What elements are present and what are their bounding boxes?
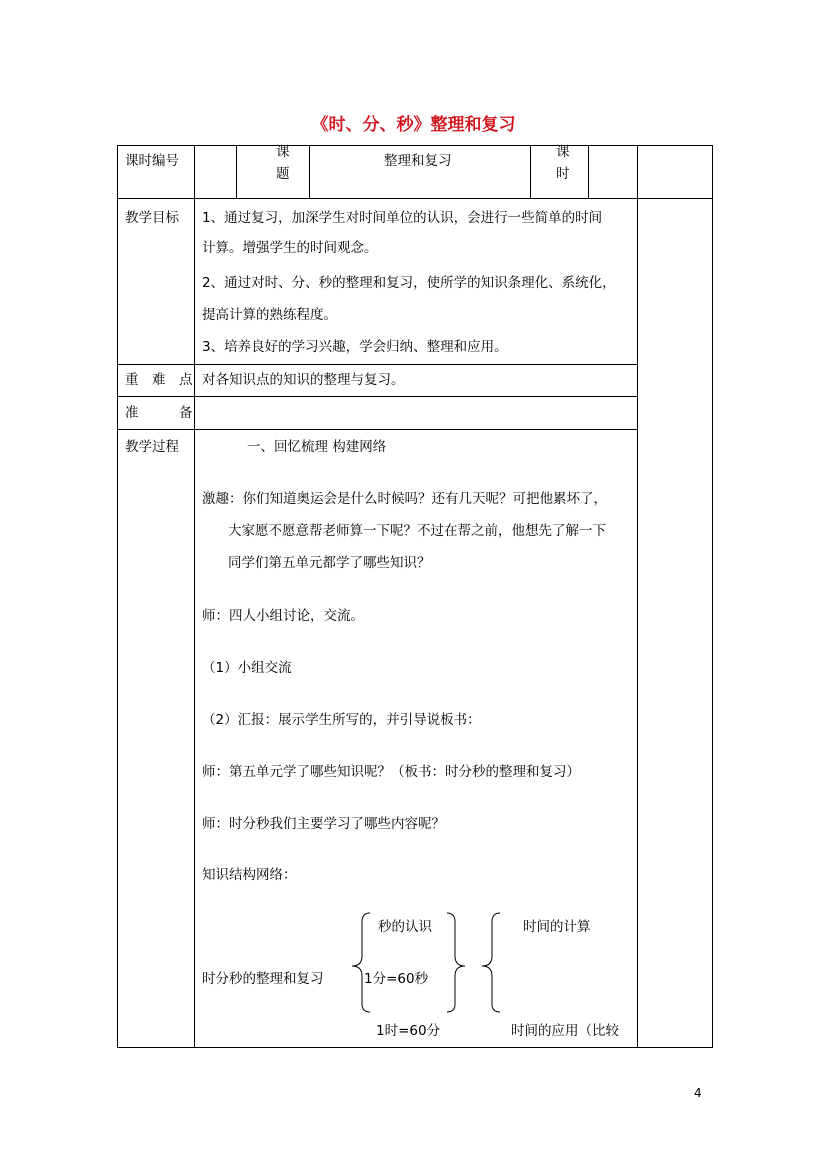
- prep-label: 准 备: [125, 405, 193, 421]
- intro-line: 大家愿不愿意帮老师算一下呢？不过在帮之前，他想先了解一下: [228, 523, 606, 539]
- difficulty-label: 重 难 点: [125, 372, 193, 388]
- process-heading: 一、回忆梳理 构建网络: [247, 439, 387, 455]
- goal-line: 提高计算的熟练程度。: [202, 307, 337, 323]
- goal-line: 1、通过复习，加深学生对时间单位的认识，会进行一些简单的时间: [202, 210, 603, 226]
- intro-line: 激趣：你们知道奥运会是什么时候吗？还有几天呢？可把他累坏了，: [202, 491, 607, 507]
- network-item: 1时=60分: [376, 1023, 441, 1039]
- page-number: 4: [694, 1086, 702, 1100]
- network-item: 时间的计算: [523, 919, 591, 935]
- document-title: 《时、分、秒》整理和复习: [311, 115, 516, 135]
- goal-line: 计算。增强学生的时间观念。: [202, 240, 378, 256]
- teacher-line: 师：第五单元学了哪些知识呢？（板书：时分秒的整理和复习）: [202, 764, 580, 780]
- teacher-line: 师：时分秒我们主要学习了哪些内容呢？: [202, 816, 445, 832]
- step-line: （2）汇报：展示学生所写的，并引导说板书：: [202, 712, 481, 728]
- difficulty-value: 对各知识点的知识的整理与复习。: [202, 372, 405, 388]
- network-braces: [340, 908, 505, 1016]
- intro-line: 同学们第五单元都学了哪些知识？: [228, 555, 431, 571]
- period-label-bottom: 时: [556, 166, 570, 182]
- goals-label: 教学目标: [125, 210, 179, 226]
- network-label: 知识结构网络：: [202, 867, 297, 883]
- network-item: 1分=60秒: [364, 971, 429, 987]
- lesson-number-label: 课时编号: [125, 153, 179, 169]
- goal-line: 3、培养良好的学习兴趣，学会归纳、整理和应用。: [202, 339, 508, 355]
- goal-line: 2、通过对时、分、秒的整理和复习，使所学的知识条理化、系统化，: [202, 275, 616, 291]
- network-item: 时间的应用（比较: [511, 1023, 619, 1039]
- process-label: 教学过程: [125, 439, 179, 455]
- topic-label-bottom: 题: [276, 166, 290, 182]
- network-root: 时分秒的整理和复习: [202, 971, 324, 987]
- topic-value: 整理和复习: [384, 153, 452, 169]
- step-line: （1）小组交流: [202, 660, 292, 676]
- network-item: 秒的认识: [378, 919, 432, 935]
- topic-label-top: 课: [276, 144, 290, 160]
- teacher-line: 师：四人小组讨论，交流。: [202, 608, 364, 624]
- period-label-top: 课: [556, 144, 570, 160]
